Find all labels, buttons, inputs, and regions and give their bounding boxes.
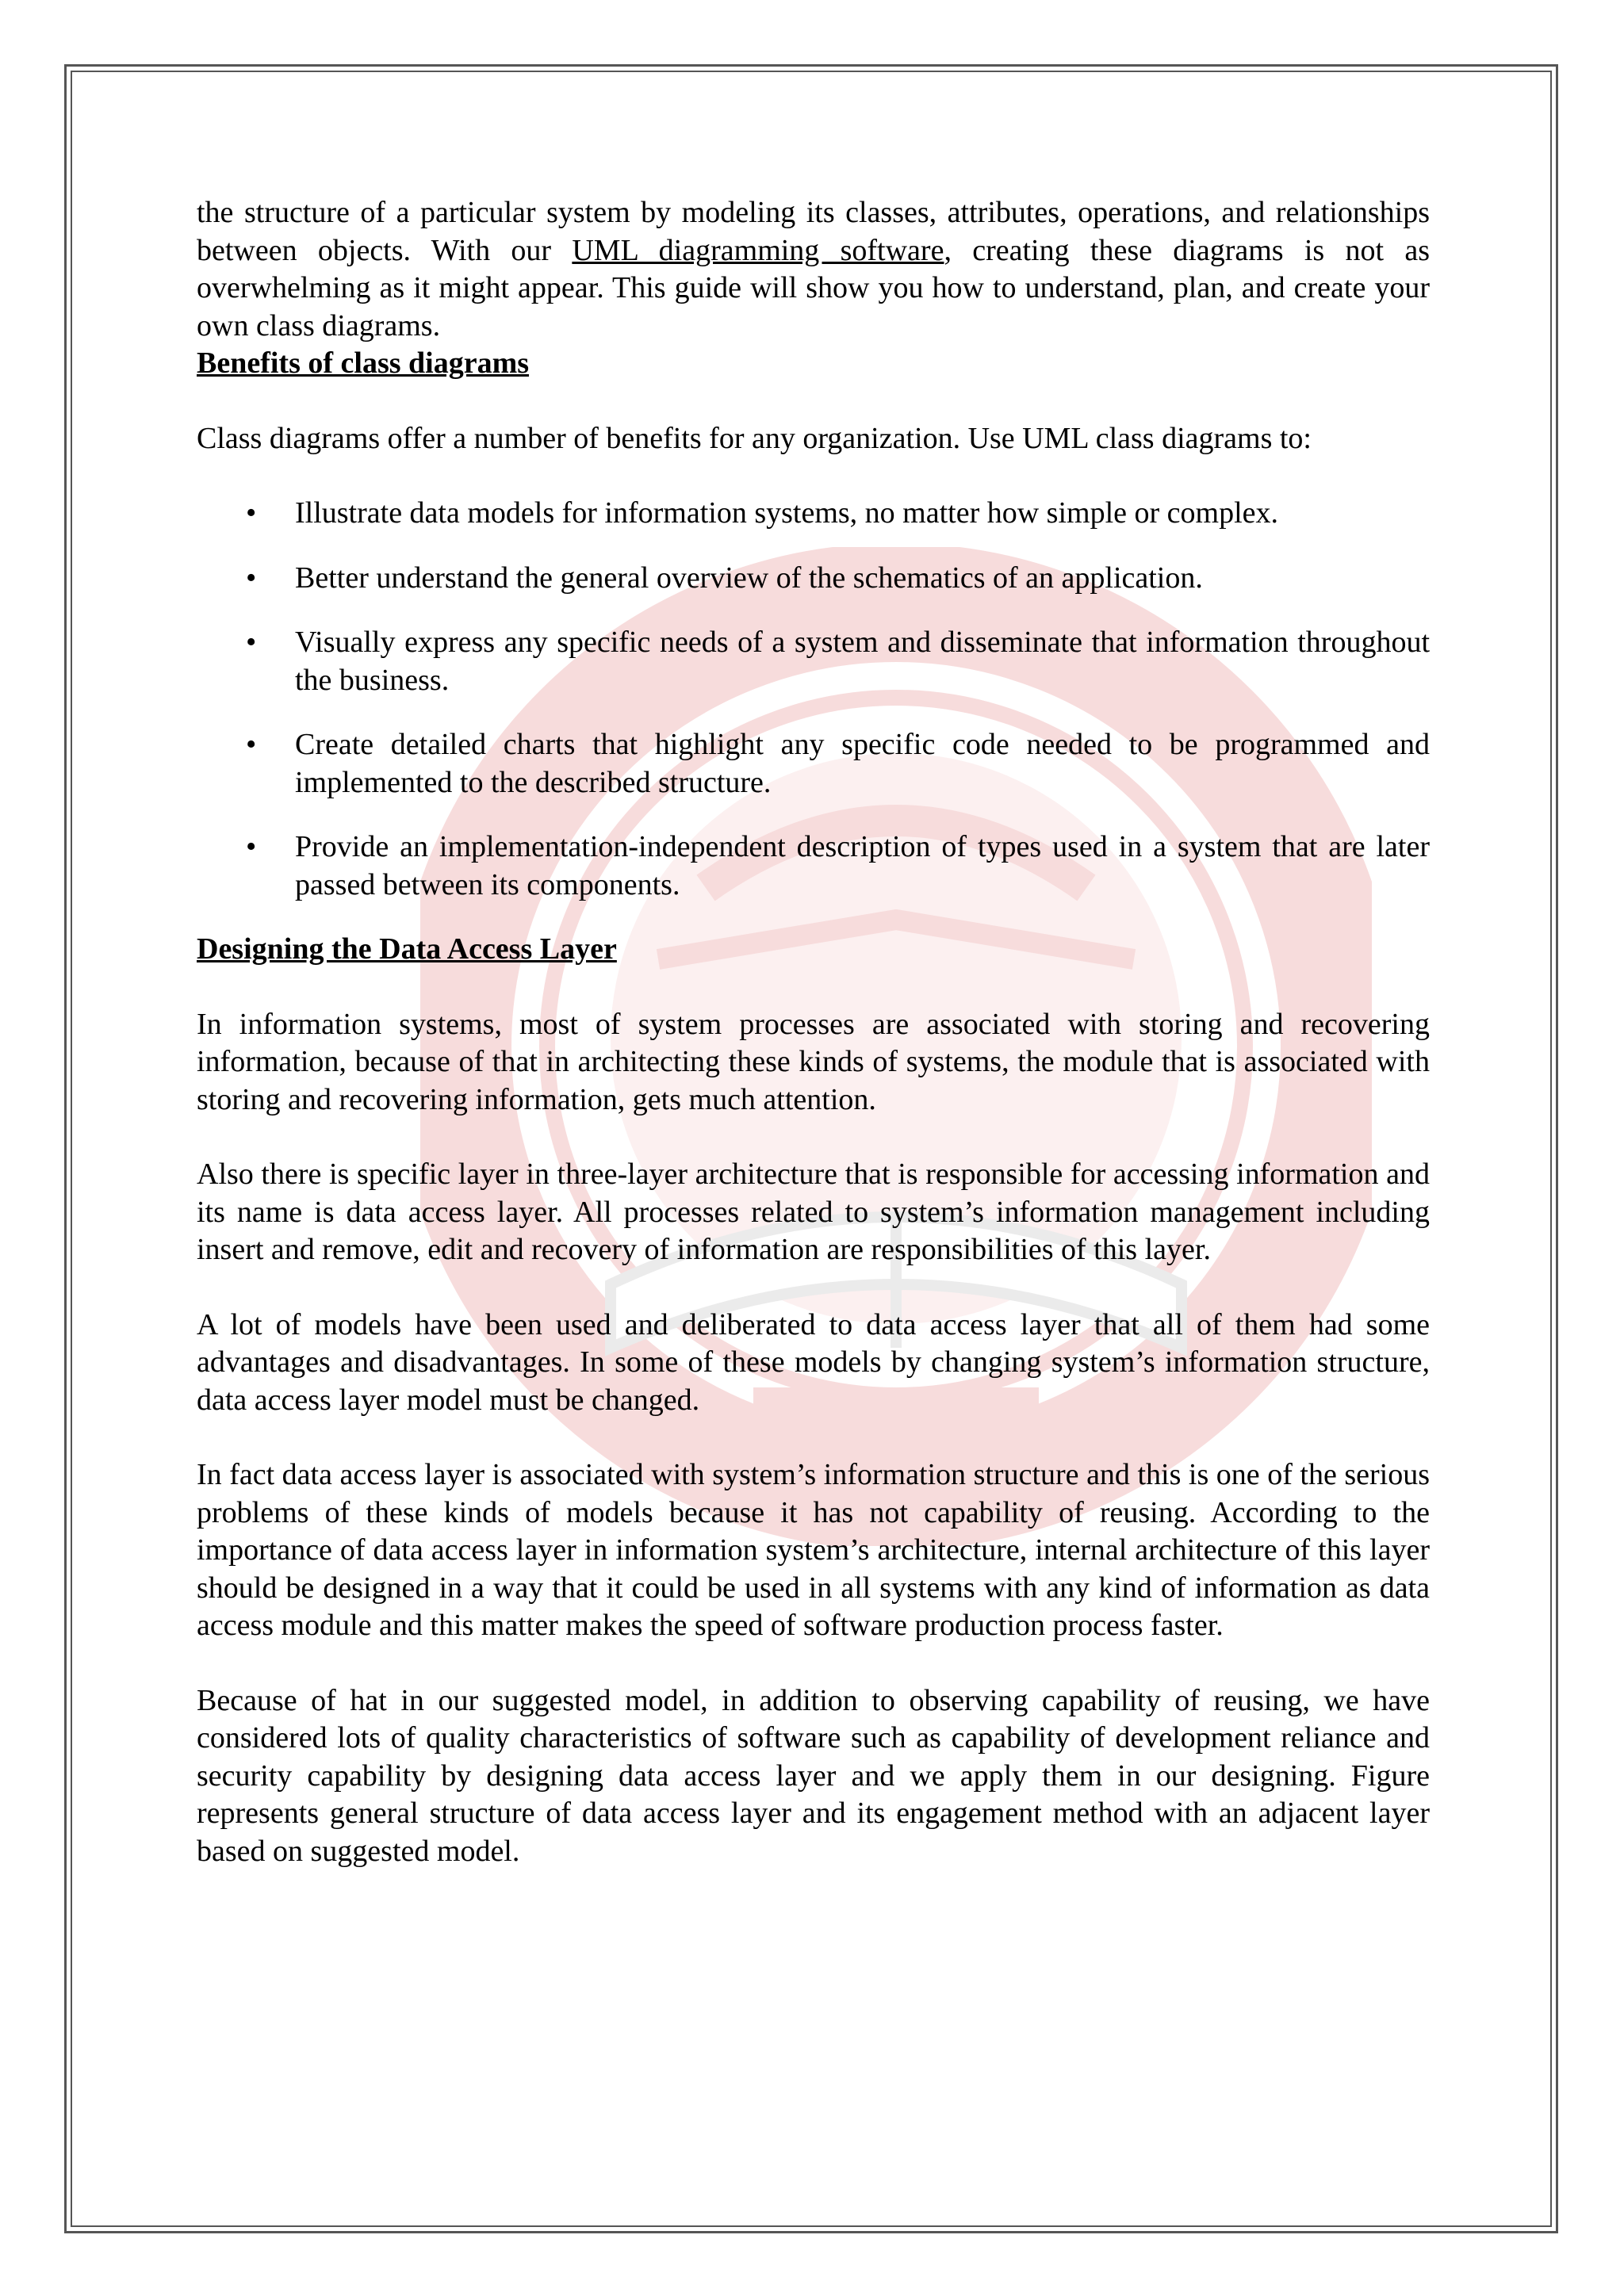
benefits-heading: Benefits of class diagrams (197, 346, 530, 380)
data-access-paragraph: Because of hat in our suggested model, in addition to observing capability of reusing, we have considered lots of quality characteristics of software such as capability of development reliance and security capability by designing data access layer and we apply them in our designing. Figure represents general structure of data access layer and its engagement method with an adjacent layer based on suggested model. (197, 1683, 1430, 1868)
data-access-paragraph: In fact data access layer is associated with system’s information structure and this is one of the serious problems of these kinds of models because it has not capability of reusing. According to the importance of data access layer in information system’s architecture, internal architecture of this layer should be designed in a way that it could be used in all systems with any kind of information as data access module and this matter makes the speed of software production process faster. (197, 1458, 1430, 1642)
benefits-list-item: • Provide an implementation-independent description of types used in a system that are later passed between its components. (197, 828, 1430, 904)
intro-paragraph (197, 194, 1430, 345)
data-access-paragraph: In information systems, most of system processes are associated with storing and recovering information, because of that in architecting these kinds of systems, the module that is associated with storing and recovering information, gets much attention. (197, 1007, 1430, 1116)
intro-text-after-link: , creating these diagrams is not as overwhelming as it might appear. This guide will show you how to understand, plan, and create your own class diagrams. (197, 233, 1431, 342)
benefits-list-item: • Visually express any specific needs of a system and disseminate that information throughout the business. (197, 624, 1430, 699)
data-access-heading: Designing the Data Access Layer (197, 932, 617, 966)
benefits-list-item: • Illustrate data models for information systems, no matter how simple or complex. (197, 495, 1430, 533)
benefits-intro: Class diagrams offer a number of benefits for any organization. Use UML class diagrams to: (197, 421, 1312, 455)
uml-software-link[interactable]: UML diagramming software (572, 233, 944, 267)
benefits-list-item: • Better understand the general overview of the schematics of an application. (197, 560, 1430, 598)
data-access-paragraph: Also there is specific layer in three-layer architecture that is responsible for accessing information and its name is data access layer. All processes related to system’s information management including insert and remove, edit and recovery of information are responsibilities of this layer. (197, 1158, 1430, 1266)
benefits-list (197, 495, 1430, 904)
benefits-list-item: • Create detailed charts that highlight any specific code needed to be programmed and implemented to the described structure. (197, 726, 1430, 802)
document-body (197, 194, 1430, 1870)
intro-text-before-link: the structure of a particular system by modeling its classes, attributes, operations, and relationships between objects. With our (197, 196, 1430, 267)
data-access-paragraph: A lot of models have been used and deliberated to data access layer that all of them had some advantages and disadvantages. In some of these models by changing system’s information structure, data access layer model must be changed. (197, 1307, 1430, 1417)
